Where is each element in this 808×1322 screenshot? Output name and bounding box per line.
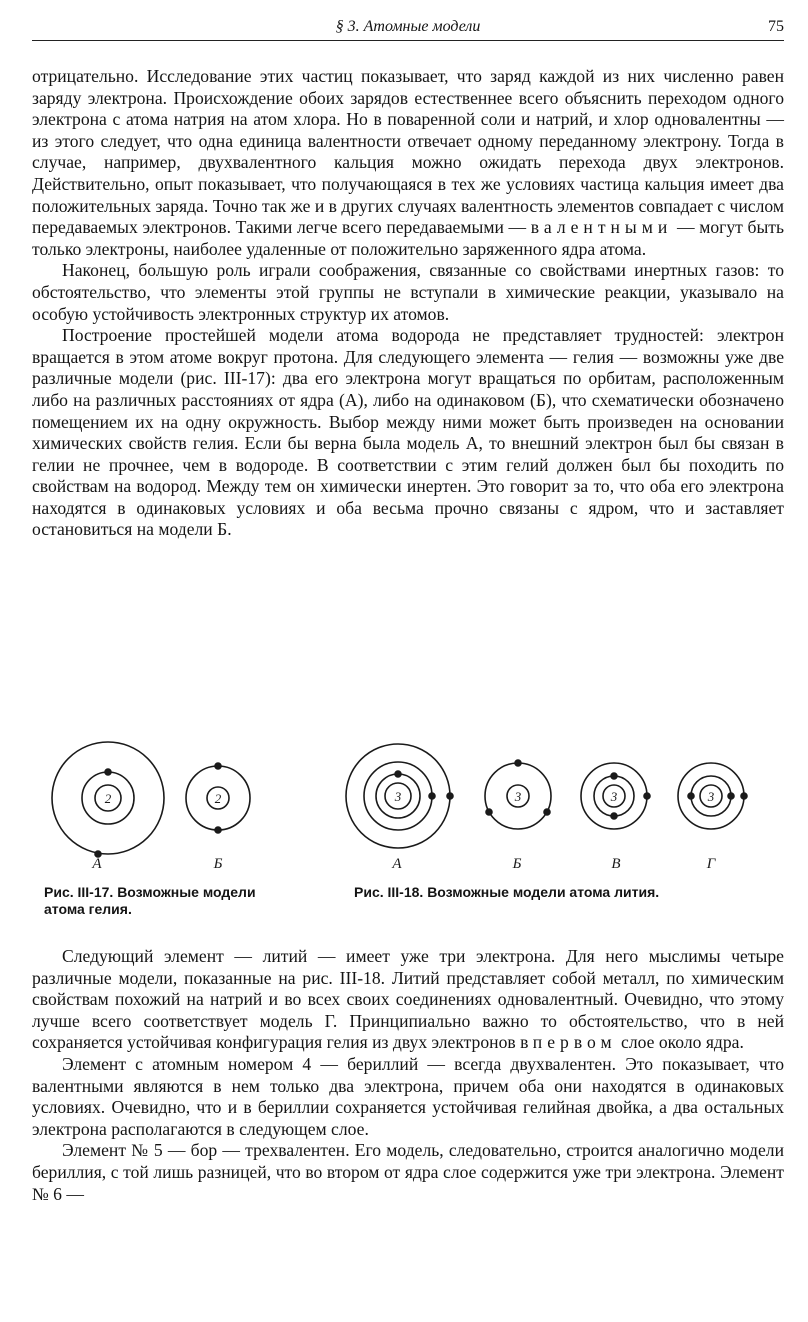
- paragraph: [32, 946, 784, 1054]
- nucleus-label: 2: [104, 791, 112, 806]
- figure-17-caption: Рис. III-17. Возможные модели атома гелия.: [44, 884, 256, 917]
- nucleus-label: 3: [707, 789, 715, 804]
- figures: [0, 740, 808, 940]
- model-label: А: [92, 856, 102, 872]
- nucleus-label: 3: [394, 789, 402, 804]
- paragraph: Элемент № 5 — бор — трехвалентен. Его модель, следовательно, строится аналогично модели бериллия, с той лишь разницей, что во втором от ядра слое содержится уже три электрона. Элемент № 6 —: [32, 1140, 784, 1204]
- bottom-text: [32, 946, 784, 1205]
- model-label: Г: [706, 856, 716, 872]
- model-label: В: [611, 856, 621, 872]
- nucleus-label: 2: [214, 791, 222, 806]
- page-number: 75: [768, 18, 784, 35]
- page-header: [32, 14, 784, 41]
- spaced-term: валентными: [530, 217, 673, 238]
- paragraph-text: — могут быть только электроны, наиболее удаленные от положительно заряженного ядра атома.: [32, 217, 784, 259]
- model-label: Б: [512, 856, 522, 872]
- spaced-term: первом: [532, 1032, 617, 1053]
- paragraph-text: отрицательно. Исследование этих частиц показывает, что заряд каждой из них численно равен заряду электрона. Происхождение обоих зарядов естественнее всего объяснить переходом одного электрона с атома натрия на атом хлора. Но в поваренной соли и натрий, и хлор одновалентны — из этого следует, что одна единица валентности отвечает одному переданному электрону. Тогда в случае, например, двухвалентного кальция можно ожидать перехода двух электронов. Действительно, опыт показывает, что получающаяся в тех же условиях частица кальция имеет два положительных заряда. Точно так же и в других случаях валентность элементов совпадает с числом передаваемых электронов. Такими легче всего передаваемыми —: [32, 66, 784, 238]
- figure-18-caption: Рис. III-18. Возможные модели атома лития.: [354, 884, 660, 900]
- nucleus-label: 3: [514, 789, 522, 804]
- paragraph: [32, 66, 784, 260]
- running-title: § 3. Атомные модели: [335, 18, 481, 35]
- paragraph: Построение простейшей модели атома водорода не представляет трудностей: электрон вращается в этом атоме вокруг протона. Для следующего элемента — гелия — возможны уже две различные модели (рис. III-17): два его электрона могут вращаться по орбитам, расположенным либо на различных расстояниях от ядра (А), либо на одинаковом (Б), что схематически обозначено помещением их на одну окружность. Выбор между ними может быть произведен на основании химических свойств гелия. Если бы верна была модель А, то внешний электрон был бы связан в гелии не прочнее, чем в водороде. В соответствии с этим гелий должен был бы походить по свойствам на водород. Между тем он химически инертен. Это говорит за то, что оба его электрона находятся в одинаковых условиях и оба весьма прочно связаны с ядром, что и заставляет остановиться на модели Б.: [32, 325, 784, 540]
- paragraph: Элемент с атомным номером 4 — бериллий — всегда двухвалентен. Это показывает, что валентными являются в нем только два электрона, причем оба они находятся в одинаковых условиях. Очевидно, что и в бериллии сохраняется устойчивая гелийная двойка, а два остальных электрона располагаются в следующем слое.: [32, 1053, 784, 1139]
- model-label: Б: [213, 856, 223, 872]
- paragraph-text: слое около ядра.: [621, 1032, 744, 1053]
- nucleus-label: 3: [610, 789, 618, 804]
- paragraph-text: Следующий элемент — литий — имеет уже три электрона. Для него мыслимы четыре различные модели, показанные на рис. III-18. Литий представляет собой металл, по химическим свойствам похожий на натрий и во всех своих соединениях одновалентный. Очевидно, что этому лучше всего соответствует модель Г. Принципиально важно то обстоятельство, что в ней сохраняется устойчивая конфигурация гелия из двух электронов в: [32, 946, 784, 1053]
- paragraph: Наконец, большую роль играли соображения, связанные со свойствами инертных газов: то обстоятельство, что элементы этой группы не вступали в химические реакции, указывало на особую устойчивость электронных структур их атомов.: [32, 260, 784, 324]
- top-text: [32, 66, 784, 541]
- model-label: А: [392, 856, 402, 872]
